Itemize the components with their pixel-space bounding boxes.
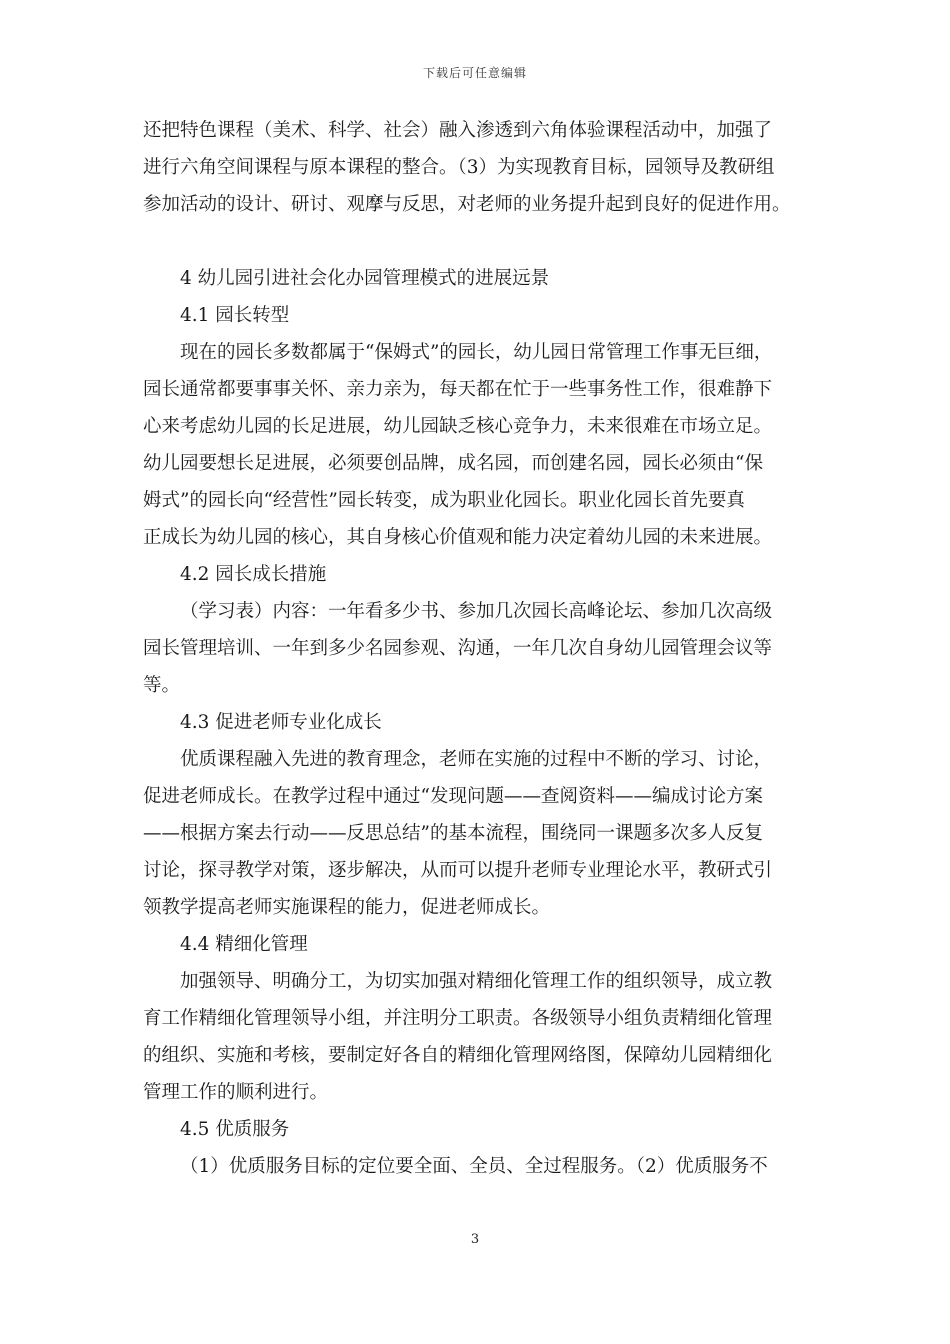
page-number: 3 <box>470 1232 480 1247</box>
body-line: 姆式”的园长向“经营性”园长转变，成为职业化园长。职业化园长首先要真 <box>143 490 745 511</box>
body-line: 优质课程融入先进的教育理念，老师在实施的过程中不断的学习、讨论， <box>180 749 773 770</box>
subsection-heading: 4.2 园长成长措施 <box>180 564 327 585</box>
body-line: 的组织、实施和考核，要制定好各自的精细化管理网络图，保障幼儿园精细化 <box>143 1045 773 1066</box>
body-line: 正成长为幼儿园的核心，其自身核心价值观和能力决定着幼儿园的未来进展。 <box>143 527 773 548</box>
body-line: 促进老师成长。在教学过程中通过“发现问题——查阅资料——编成讨论方案 <box>143 786 763 807</box>
body-line: 园长管理培训、一年到多少名园参观、沟通，一年几次自身幼儿园管理会议等 <box>143 638 773 659</box>
body-line: （1）优质服务目标的定位要全面、全员、全过程服务。（2）优质服务不 <box>180 1156 768 1177</box>
body-line: 心来考虑幼儿园的长足进展，幼儿园缺乏核心竞争力，未来很难在市场立足。 <box>143 416 773 437</box>
blank-line <box>143 223 823 260</box>
body-line: 加强领导、明确分工，为切实加强对精细化管理工作的组织领导，成立教 <box>180 971 773 992</box>
body-line: 等。 <box>143 675 181 696</box>
body-line: 现在的园长多数都属于“保姆式”的园长，幼儿园日常管理工作事无巨细， <box>180 342 773 363</box>
page-header: 下载后可任意编辑 <box>422 66 527 80</box>
body-line: ——根据方案去行动——反思总结”的基本流程，围绕同一课题多次多人反复 <box>143 823 763 844</box>
body-line: 进行六角空间课程与原本课程的整合。（3）为实现教育目标，园领导及教研组 <box>143 157 775 178</box>
body-line: 领教学提高老师实施课程的能力，促进老师成长。 <box>143 897 551 918</box>
subsection-heading: 4.5 优质服务 <box>180 1119 290 1140</box>
body-line: 参加活动的设计、研讨、观摩与反思，对老师的业务提升起到良好的促进作用。 <box>143 194 791 215</box>
document-body <box>143 112 823 1185</box>
body-line: 讨论，探寻教学对策，逐步解决，从而可以提升老师专业理论水平，教研式引 <box>143 860 773 881</box>
body-line: 还把特色课程（美术、科学、社会）融入渗透到六角体验课程活动中，加强了 <box>143 120 773 141</box>
body-line: （学习表）内容：一年看多少书、参加几次园长高峰论坛、参加几次高级 <box>180 601 773 622</box>
subsection-heading: 4.1 园长转型 <box>180 305 290 326</box>
subsection-heading: 4.4 精细化管理 <box>180 934 308 955</box>
body-line: 育工作精细化管理领导小组，并注明分工职责。各级领导小组负责精细化管理 <box>143 1008 773 1029</box>
body-line: 管理工作的顺利进行。 <box>143 1082 329 1103</box>
body-line: 幼儿园要想长足进展，必须要创品牌，成名园，而创建名园，园长必须由“保 <box>143 453 763 474</box>
subsection-heading: 4.3 促进老师专业化成长 <box>180 712 382 733</box>
body-line: 园长通常都要事事关怀、亲力亲为，每天都在忙于一些事务性工作，很难静下 <box>143 379 773 400</box>
section-heading: 4 幼儿园引进社会化办园管理模式的进展远景 <box>180 268 550 289</box>
